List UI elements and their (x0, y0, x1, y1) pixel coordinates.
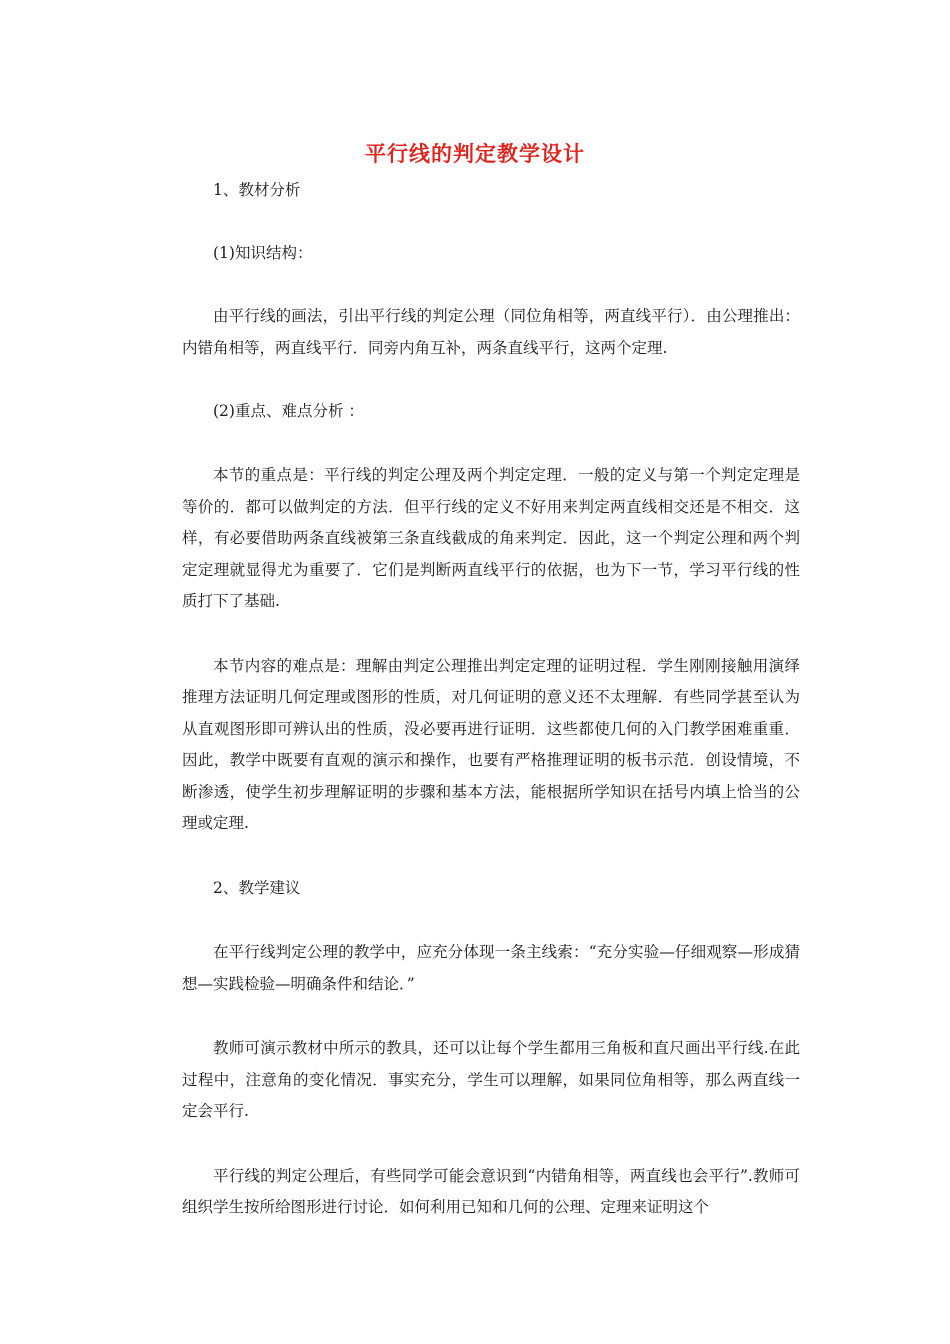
paragraph: 本节内容的难点是：理解由判定公理推出判定定理的证明过程．学生刚刚接触用演绎推理方法证明几何定理或图形的性质，对几何证明的意义还不太理解．有些同学甚至认为从直观图形即可辨认出的性质，没必要再进行证明．这些都使几何的入门教学困难重重．因此，教学中既要有直观的演示和操作，也要有严格推理证明的板书示范．创设情境，不断渗透，使学生初步理解证明的步骤和基本方法，能根据所学知识在括号内填上恰当的公理或定理. (182, 656, 800, 832)
paragraph: 本节的重点是：平行线的判定公理及两个判定定理．一般的定义与第一个判定定理是等价的．都可以做判定的方法．但平行线的定义不好用来判定两直线相交还是不相交．这样，有必要借助两条直线被第三条直线截成的角来判定．因此，这一个判定公理和两个判定定理就显得尤为重要了．它们是判断两直线平行的依据，也为下一节，学习平行线的性质打下了基础. (182, 466, 800, 610)
paragraph: 由平行线的画法，引出平行线的判定公理（同位角相等，两直线平行）．由公理推出：内错角相等，两直线平行．同旁内角互补，两条直线平行，这两个定理. (182, 307, 800, 357)
section-heading: 2、教学建议 (213, 878, 301, 897)
paragraph: 平行线的判定公理后，有些同学可能会意识到“内错角相等，两直线也会平行”.教师可组织学生按所给图形进行讨论．如何利用已知和几何的公理、定理来证明这个 (182, 1166, 800, 1216)
subsection-heading: (2)重点、难点分析 ： (213, 401, 364, 420)
subsection-heading: (1)知识结构： (213, 244, 313, 262)
document-title: 平行线的判定教学设计 (365, 141, 585, 166)
paragraph: 教师可演示教材中所示的教具，还可以让每个学生都用三角板和直尺画出平行线.在此过程中，注意角的变化情况．事实充分，学生可以理解，如果同位角相等，那么两直线一定会平行. (182, 1039, 800, 1120)
paragraph: 在平行线判定公理的教学中，应充分体现一条主线索：“充分实验—仔细观察—形成猜想—实践检验—明确条件和结论．” (182, 943, 800, 993)
document-body (182, 175, 800, 1224)
section-heading: 1、教材分析 (213, 181, 301, 199)
